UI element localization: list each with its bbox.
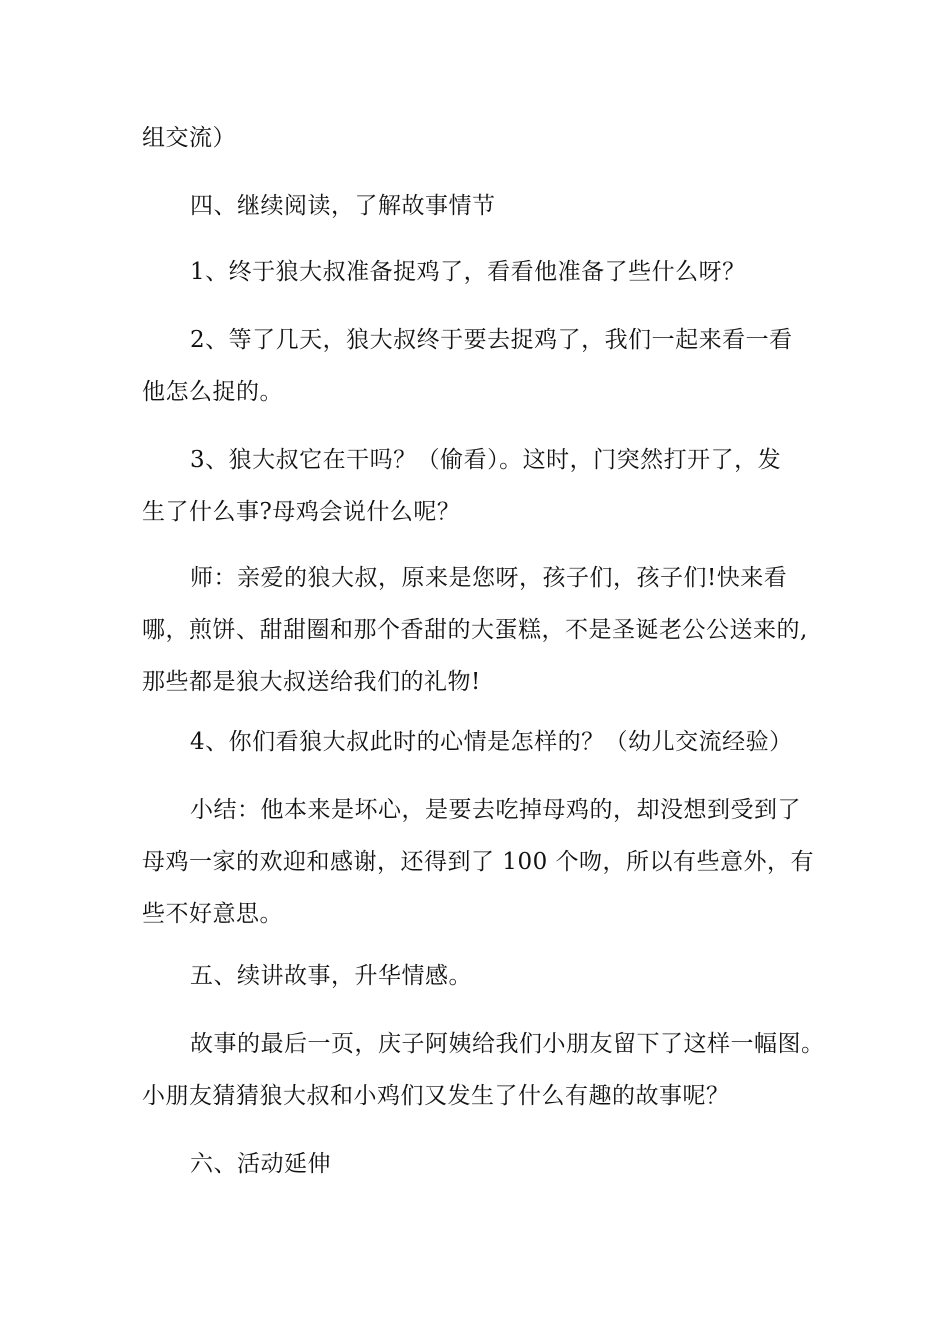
section-heading-5 [142,950,842,1002]
text-line: 四、继续阅读，了解故事情节 [190,193,496,219]
text-line: 小朋友猜猜狼大叔和小鸡们又发生了什么有趣的故事呢？ [142,1083,730,1109]
section-heading-6 [142,1138,842,1190]
text-line: 1、终于狼大叔准备捉鸡了，看看他准备了些什么呀？ [190,259,746,285]
text-line: 哪，煎饼、甜甜圈和那个香甜的大蛋糕，不是圣诞老公公送来的, [142,617,808,643]
text-line: 他怎么捉的。 [142,379,283,405]
paragraph-story-end [142,1018,842,1122]
section-heading-4 [142,180,842,232]
text-line: 小结：他本来是坏心，是要去吃掉母鸡的，却没想到受到了 [190,797,801,823]
paragraph-step-1 [142,246,842,298]
text-line: 那些都是狼大叔送给我们的礼物! [142,669,481,695]
text-line: 2、等了几天，狼大叔终于要去捉鸡了，我们一起来看一看 [190,327,793,353]
text-line: 生了什么事?母鸡会说什么呢？ [142,499,461,525]
paragraph-step-4 [142,716,842,768]
text-line: 3、狼大叔它在干吗？（偷看）。这时，门突然打开了，发 [190,447,782,473]
text-line: 师：亲爱的狼大叔，原来是您呀，孩子们，孩子们!快来看 [190,565,788,591]
paragraph-continuation [142,112,842,164]
paragraph-step-3 [142,434,842,538]
text-line: 些不好意思。 [142,901,283,927]
paragraph-teacher [142,552,842,708]
text-line: 4、你们看狼大叔此时的心情是怎样的？（幼儿交流经验） [190,729,793,755]
text-line: 故事的最后一页，庆子阿姨给我们小朋友留下了这样一幅图。 [190,1031,825,1057]
text-line: 五、续讲故事，升华情感。 [190,963,472,989]
text-line: 母鸡一家的欢迎和感谢，还得到了 100 个吻，所以有些意外，有 [142,849,815,875]
paragraph-step-2 [142,314,842,418]
text-line: 六、活动延伸 [190,1151,331,1177]
text-line: 组交流） [142,125,236,151]
paragraph-summary [142,784,842,940]
